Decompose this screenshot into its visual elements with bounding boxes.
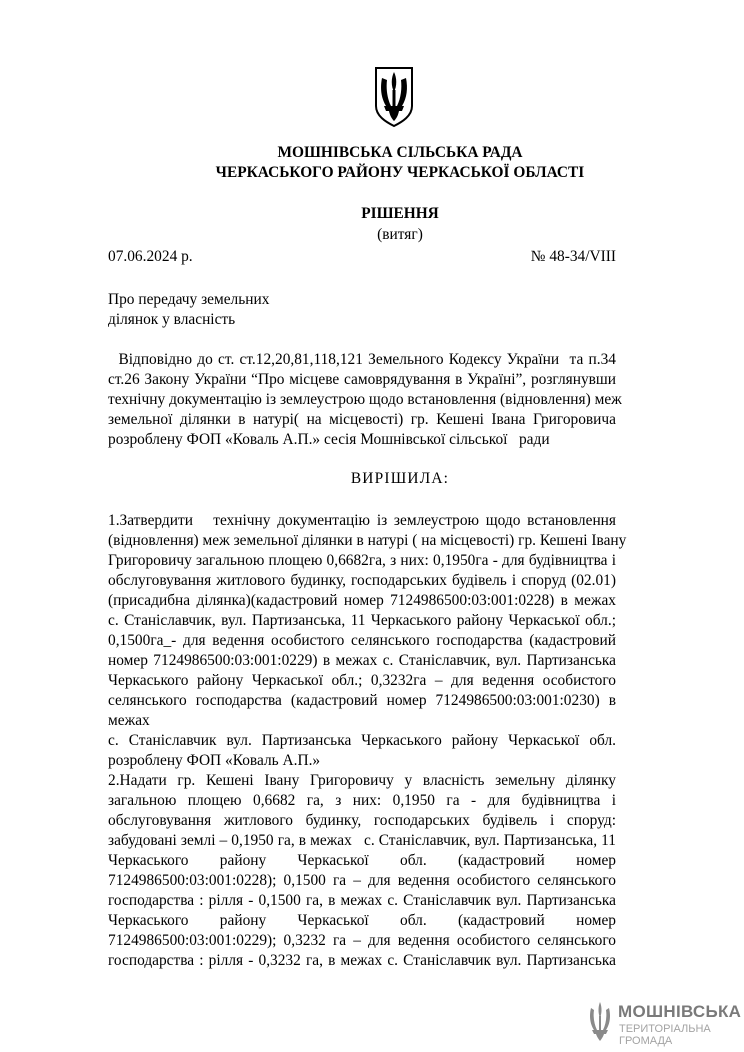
resolution-heading: ВИРІШИЛА:: [350, 470, 450, 487]
body-line: Черкаського району Черкаської обл.; 0,3232га – для ведення особистого: [108, 672, 616, 689]
body-line: Черкаського району Черкаської обл. (кадастровий номер: [108, 852, 616, 869]
body-line: 0,1500га_- для ведення особистого селянського господарства (кадастровий: [108, 632, 616, 649]
body-line: 7124986500:03:001:0229); 0,3232 га – для ведення особистого селянського: [108, 932, 616, 949]
preamble-line: технічну документацію із землеустрою щодо встановлення (відновлення) меж: [108, 391, 622, 408]
subject-line: ділянок у власність: [108, 311, 236, 328]
watermark-line: ТЕРИТОРІАЛЬНА: [619, 1023, 711, 1035]
preamble-line: Відповідно до ст. ст.12,20,81,118,121 Земельного Кодексу України та п.34: [108, 351, 616, 368]
body-line: загальною площею 0,6682 га, з них: 0,1950 га - для будівництва і: [108, 792, 616, 809]
document-number: № 48-34/VIII: [530, 248, 616, 265]
body-line: обслуговування житлового будинку, господарських будівель і споруд:: [108, 812, 616, 829]
document-title: РІШЕННЯ: [361, 205, 439, 222]
preamble-line: розроблену ФОП «Коваль А.П.» сесія Мошнівської сільської ради: [108, 431, 550, 448]
watermark-title: МОШНІВСЬКА: [618, 1002, 742, 1021]
preamble-line: земельної ділянки в натурі( на місцевості) гр. Кешені Івана Григоровича: [108, 411, 616, 428]
watermark-line: ГРОМАДА: [619, 1035, 673, 1047]
body-line: с. Станіславчик вул. Партизанська Черкаського району Черкаської обл.: [108, 732, 616, 749]
body-line: номер 7124986500:03:001:0229) в межах с. Станіславчик, вул. Партизанська: [108, 652, 616, 669]
community-watermark: [582, 996, 742, 1047]
trident-icon: [372, 64, 416, 128]
body-line: 2.Надати гр. Кешені Івану Григоровичу у власність земельну ділянку: [108, 772, 616, 789]
body-line: обслуговування житлового будинку, господарських будівель і споруд (02.01): [108, 572, 616, 589]
body-line: 1.Затвердити технічну документацію із землеустрою щодо встановлення: [108, 512, 616, 529]
document-date: 07.06.2024 р.: [108, 248, 193, 265]
body-line: господарства : рілля - 0,1500 га, в межах с. Станіславчик вул. Партизанська: [108, 892, 616, 909]
body-line: Григоровичу загальною площею 0,6682га, з них: 0,1950га - для будівництва і: [108, 552, 616, 569]
council-name: МОШНІВСЬКА СІЛЬСЬКА РАДА: [277, 144, 523, 161]
subject-line: Про передачу земельних: [108, 291, 270, 308]
body-line: межах: [108, 712, 150, 729]
body-line: с. Станіславчик, вул. Партизанська, 11 Черкаського району Черкаської обл.;: [108, 612, 616, 629]
council-region: ЧЕРКАСЬКОГО РАЙОНУ ЧЕРКАСЬКОЇ ОБЛАСТІ: [215, 164, 585, 181]
body-line: забудовані землі – 0,1950 га, в межах с. Станіславчик, вул. Партизанська, 11: [108, 832, 616, 849]
preamble-line: ст.26 Закону України “Про місцеве самоврядування в Україні”, розглянувши: [108, 371, 616, 388]
trident-watermark-icon: [586, 1000, 614, 1042]
body-line: Черкаського району Черкаської обл. (кадастровий номер: [108, 912, 616, 929]
body-line: розроблену ФОП «Коваль А.П.»: [108, 752, 321, 769]
body-line: (відновлення) меж земельної ділянки в натурі ( на місцевості) гр. Кешені Івану: [108, 532, 627, 549]
body-line: (присадибна ділянка)(кадастровий номер 7124986500:03:001:0228) в межах: [108, 592, 616, 609]
body-line: 7124986500:03:001:0228); 0,1500 га – для ведення особистого селянського: [108, 872, 616, 889]
document-subtitle: (витяг): [377, 226, 423, 243]
body-line: селянського господарства (кадастровий номер 7124986500:03:001:0230) в: [108, 692, 616, 709]
body-line: господарства : рілля - 0,3232 га, в межах с. Станіславчик вул. Партизанська: [108, 952, 616, 969]
